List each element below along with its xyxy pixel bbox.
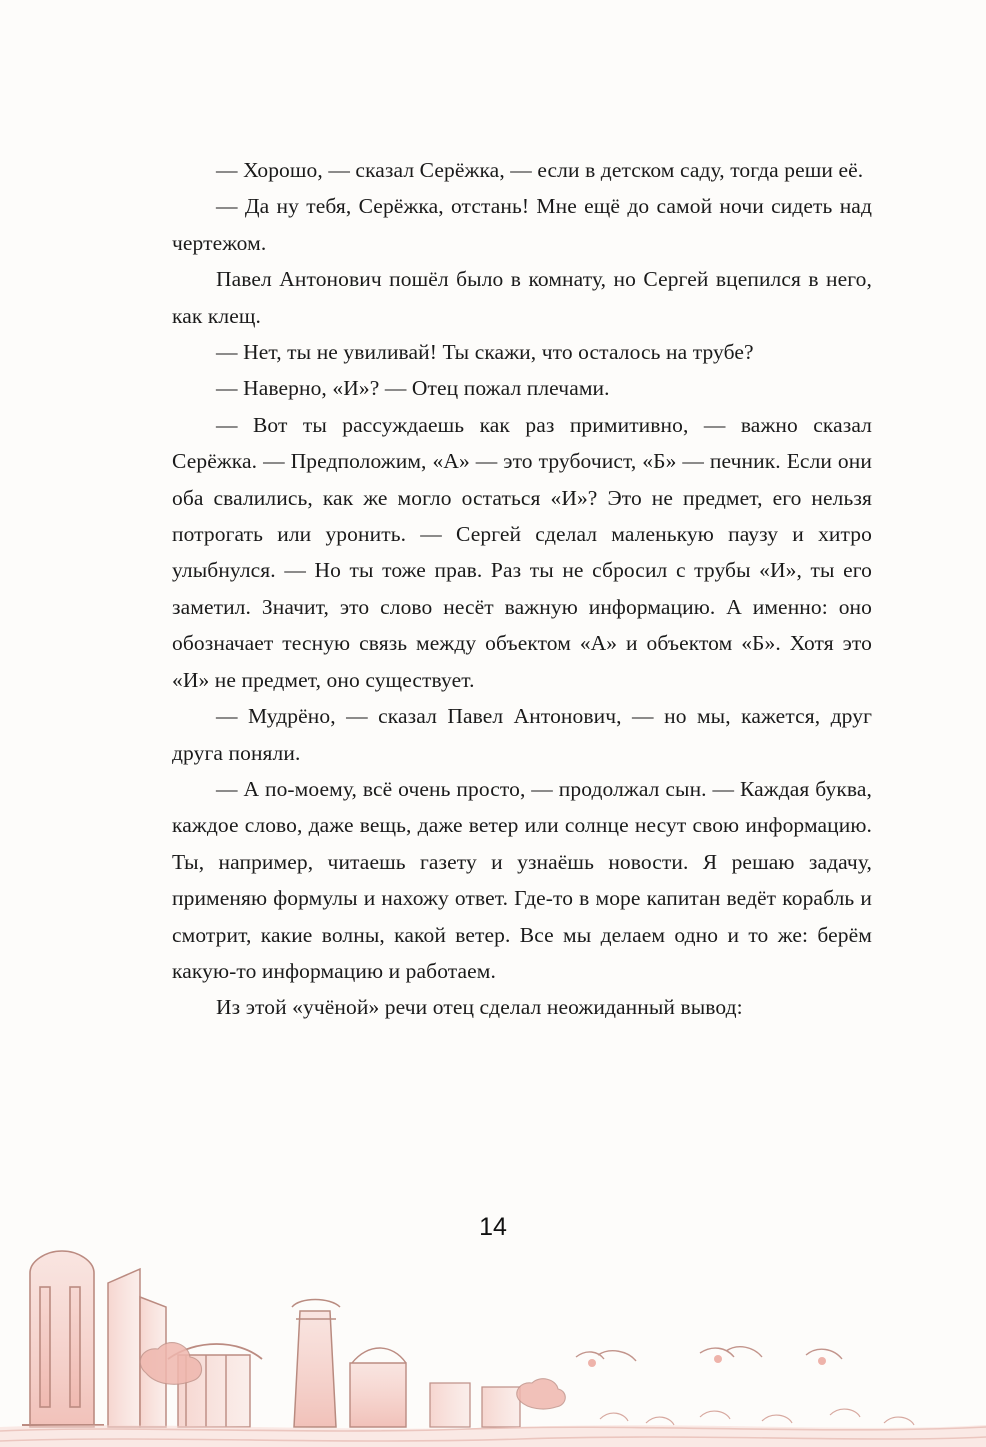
paragraph: — Мудрёно, — сказал Павел Антонович, — но мы, кажется, друг друга поняли. <box>172 704 872 765</box>
paragraph: — Нет, ты не увиливай! Ты скажи, что осталось на трубе? <box>216 340 754 365</box>
paragraph: — Наверно, «И»? — Отец пожал плечами. <box>216 376 610 401</box>
paragraph: — Да ну тебя, Серёжка, отстань! Мне ещё до самой ночи сидеть над чертежом. <box>172 194 872 255</box>
paragraph: — Вот ты рассуждаешь как раз примитивно, — важно сказал Серёжка. — Предположим, «А» — это трубочист, «Б» — печник. Если они оба свалились, как же могло остаться «И»? Это не предмет, его нельзя потрогать или уронить. — Сергей сделал маленькую паузу и хитро улыбнулся. — Но ты тоже прав. Раз ты не сбросил с трубы «И», ты его заметил. Значит, это слово несёт важную информацию. А именно: оно обозначает тесную связь между объектом «А» и объектом «Б». Хотя это «И» не предмет, оно существует. <box>172 412 872 692</box>
paragraph: Из этой «учёной» речи отец сделал неожиданный вывод: <box>216 995 743 1020</box>
paragraph: — Хорошо, — сказал Серёжка, — если в детском саду, тогда реши её. <box>216 158 864 182</box>
paragraph: Павел Антонович пошёл было в комнату, но Сергей вцепился в него, как клещ. <box>172 267 872 328</box>
paragraph: — А по-моему, всё очень просто, — продолжал сын. — Каждая буква, каждое слово, даже вещь, даже ветер или солнце несут свою информацию. Ты, например, читаешь газету и узнаёшь новости. Я решаю задачу, применяю формулы и нахожу ответ. Где-то в море капитан ведёт корабль и смотрит, какие волны, какой ветер. Все мы делаем одно и то же: берём какую-то информацию и работаем. <box>172 776 872 983</box>
body-text <box>172 152 872 1026</box>
page-number: 14 <box>479 1213 507 1241</box>
